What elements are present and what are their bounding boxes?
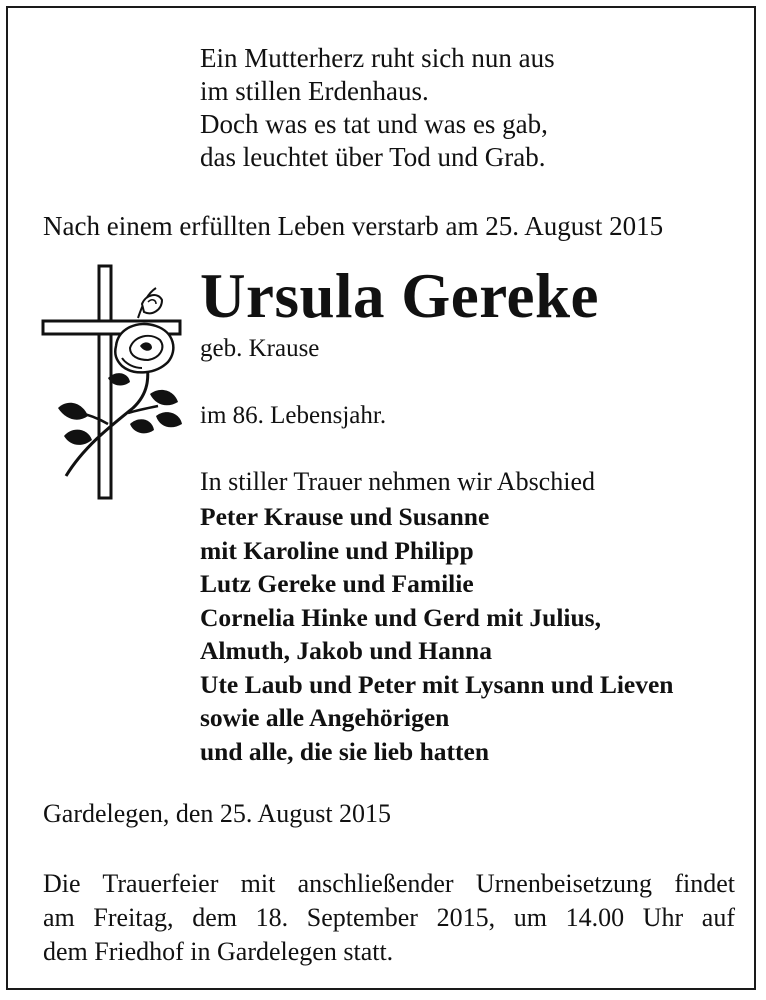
poem-line: Ein Mutterherz ruht sich nun aus — [200, 43, 555, 73]
mourner-line: Peter Krause und Susanne — [200, 502, 490, 531]
mourning-text: In stiller Trauer nehmen wir Abschied — [200, 467, 595, 496]
mourner-line: Lutz Gereke und Familie — [200, 569, 474, 598]
poem-line: im stillen Erdenhaus. — [200, 76, 429, 106]
funeral-notice — [43, 867, 735, 969]
obituary-notice — [6, 6, 756, 990]
mourner-line: Almuth, Jakob und Hanna — [200, 636, 492, 665]
poem-line: Doch was es tat und was es gab, — [200, 109, 548, 139]
funeral-line: dem Friedhof in Gardelegen statt. — [43, 937, 394, 966]
place-and-date: Gardelegen, den 25. August 2015 — [43, 799, 392, 828]
memorial-poem — [200, 42, 555, 174]
mourner-line: sowie alle Angehörigen — [200, 703, 450, 732]
mourner-line: Cornelia Hinke und Gerd mit Julius, — [200, 602, 601, 632]
mourners-list — [200, 500, 674, 768]
age-text: im 86. Lebensjahr. — [200, 402, 387, 429]
mourner-line: und alle, die sie lieb hatten — [200, 736, 490, 766]
birth-name: geb. Krause — [200, 335, 320, 362]
mourner-line: mit Karoline und Philipp — [200, 535, 474, 565]
death-announcement: Nach einem erfüllten Leben verstarb am 25. August 2015 — [43, 211, 664, 241]
mourner-line: Ute Laub und Peter mit Lysann und Lieven — [200, 669, 674, 699]
cross-with-rose-icon — [38, 258, 188, 508]
funeral-line: Die Trauerfeier mit anschließender Urnenbeisetzung findet — [43, 869, 735, 898]
deceased-name: Ursula Gereke — [200, 261, 600, 331]
poem-line: das leuchtet über Tod und Grab. — [200, 142, 546, 172]
funeral-line: am Freitag, dem 18. September 2015, um 14.00 Uhr auf — [43, 903, 735, 932]
